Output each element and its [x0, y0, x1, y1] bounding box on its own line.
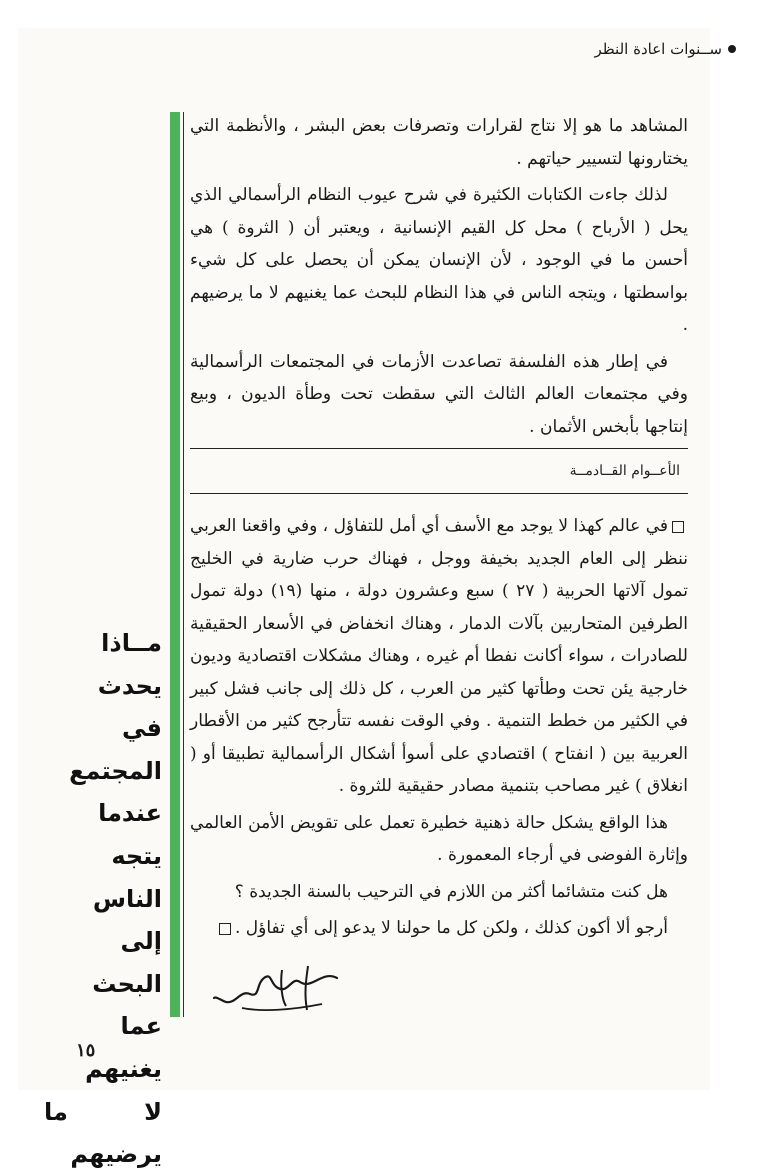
running-header — [594, 40, 736, 58]
paragraph-text: أرجو ألا أكون كذلك ، ولكن كل ما حولنا لا يدعو إلى أي تفاؤل . — [235, 918, 668, 938]
page-number: ١٥ — [76, 1040, 96, 1061]
paragraph — [190, 912, 688, 945]
side-title-line: يحدث — [97, 671, 162, 700]
side-title-line: عندما — [98, 799, 162, 828]
side-title — [44, 622, 162, 1176]
section-heading-text: الأعــوام القــادمــة — [569, 463, 680, 479]
side-title-line: في المجتمع — [69, 714, 162, 785]
section-heading — [190, 448, 688, 494]
side-title-line: عما يغنيهم — [85, 1012, 162, 1083]
paragraph: هل كنت متشائما أكثر من اللازم في الترحيب بالسنة الجديدة ؟ — [234, 881, 668, 902]
side-title-line: يرضيهم — [70, 1140, 162, 1169]
side-title-line: مــاذا — [101, 629, 162, 657]
paragraph: في إطار هذه الفلسفة تصاعدت الأزمات في المجتمعات الرأسمالية وفي مجتمعات العالم الثالث التي سقطت تحت وطأة الديون ، وبيع إنتاجها بأبخس الأثمان . — [190, 351, 688, 437]
paragraph — [190, 510, 688, 803]
side-title-line: لا ما — [44, 1097, 162, 1126]
article-bottom — [190, 510, 688, 949]
article-top — [190, 110, 688, 447]
side-title-line: يتجه — [111, 841, 162, 870]
paragraph: المشاهد ما هو إلا نتاج لقرارات وتصرفات بعض البشر ، والأنظمة التي يختارونها لتسيير حياتهم . — [190, 116, 688, 169]
running-title: ســنوات اعادة النظر — [594, 40, 722, 58]
paragraph: لذلك جاءت الكتابات الكثيرة في شرح عيوب النظام الرأسمالي الذي يحل ( الأرباح ) محل كل القيم الإنسانية ، ويعتبر أن ( الثروة ) هي أحسن ما في الوجود ، لأن الإنسان يمكن أن يحصل على كل شيء بواسطتها ، ويتجه الناس في هذا النظام للبحث عما يغنيهم لا ما يرضيهم . — [190, 185, 688, 335]
paragraph-text: في عالم كهذا لا يوجد مع الأسف أي أمل للتفاؤل ، وفي واقعنا العربي ننظر إلى العام الجديد بخيفة ووجل ، فهناك حرب ضارية في الخليج تمول آلاتها الحربية ( ٢٧ ) سبع وعشرون دولة ، منها (١٩) دولة تمول الطرفين المتحاربين بآلات الدمار ، وهناك انخفاض في الأسعار الحقيقية للصادرات ، سواء أكانت نفطا أم غيره ، وهناك مشكلات اقتصادية وديون خارجية يئن تحت وطأتها كثير من العرب ، كل ذلك إلى جانب فشل كبير في الكثير من خطط التنمية . وفي الوقت نفسه تتأرجح كثير من الأقطار العربية بين ( انفتاح ) اقتصادي على أسوأ أشكال الرأسمالية تطبيقا أو ( انغلاق ) غير مصاحب بتنمية مصادر حقيقية للثروة . — [190, 516, 688, 796]
side-title-line: إلى البحث — [92, 927, 162, 998]
signature — [212, 960, 342, 1020]
paragraph: هذا الواقع يشكل حالة ذهنية خطيرة تعمل على تقويض الأمن العالمي وإثارة الفوضى في أرجاء المعمورة . — [190, 812, 688, 865]
end-square-icon — [219, 923, 231, 935]
accent-bar — [170, 112, 180, 1017]
side-title-line: الناس — [92, 884, 162, 913]
square-bullet-icon — [672, 521, 684, 533]
accent-rule — [183, 112, 184, 1017]
bullet-icon — [728, 45, 736, 53]
